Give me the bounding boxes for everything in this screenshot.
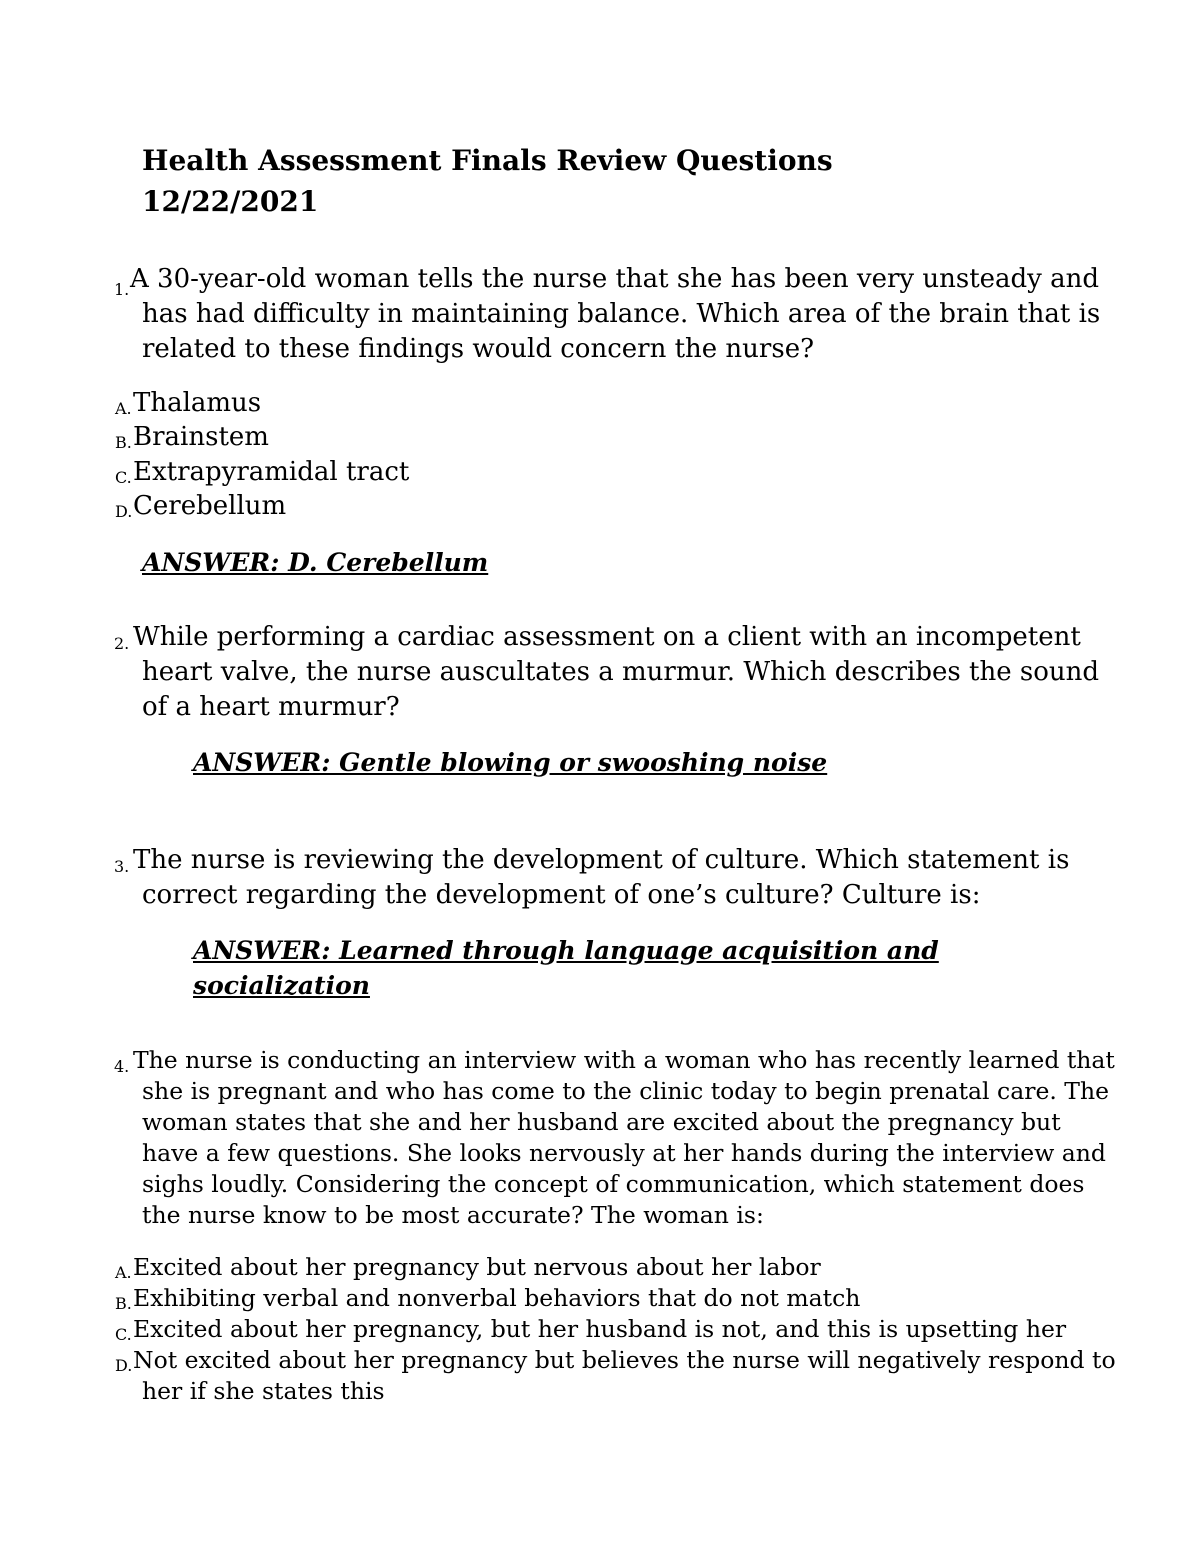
option-text-continuation: her if she states this [142,1377,385,1405]
option-letter: C. [115,1325,132,1344]
question-text-line: related to these findings would concern the nurse? [142,334,815,364]
document-date: 12/22/2021 [142,185,319,218]
question-text-line: While performing a cardiac assessment on a client with an incompetent [133,622,1081,652]
question-text-line: correct regarding the development of one’s culture? Culture is: [142,880,981,910]
answer-text: ANSWER: D. Cerebellum [142,548,489,577]
option-letter: B. [115,1294,132,1313]
question-number: 4. [114,1057,130,1076]
option-letter: B. [115,433,132,452]
option-text: Excited about her pregnancy, but her husband is not, and this is upsetting her [133,1315,1067,1343]
document-title: Health Assessment Finals Review Questions [142,144,833,177]
question-text-line: she is pregnant and who has come to the clinic today to begin prenatal care. The [142,1077,1110,1105]
question-number: 2. [114,634,130,653]
option-text: Cerebellum [133,491,287,521]
question-text-line: the nurse know to be most accurate? The woman is: [142,1201,764,1229]
question-text-line: has had difficulty in maintaining balance. Which area of the brain that is [142,299,1101,329]
answer-text: ANSWER: Learned through language acquisition and [193,936,939,965]
option-text: Excited about her pregnancy but nervous about her labor [133,1253,821,1281]
answer-text: ANSWER: Gentle blowing or swooshing noise [193,748,828,777]
question-text-line: The nurse is reviewing the development of culture. Which statement is [133,845,1070,875]
option-text: Exhibiting verbal and nonverbal behaviors that do not match [133,1284,861,1312]
option-letter: D. [115,1356,133,1375]
question-text-line: have a few questions. She looks nervously at her hands during the interview and [142,1139,1106,1167]
question-text-line: sighs loudly. Considering the concept of communication, which statement does [142,1170,1085,1198]
question-number: 1. [114,280,130,299]
option-letter: D. [115,502,133,521]
question-text-line: heart valve, the nurse auscultates a murmur. Which describes the sound [142,657,1099,687]
question-text-line: of a heart murmur? [142,692,400,722]
question-text-line: woman states that she and her husband are excited about the pregnancy but [142,1108,1061,1136]
option-text: Brainstem [133,422,269,452]
option-letter: A. [115,1263,132,1282]
option-text: Not excited about her pregnancy but believes the nurse will negatively respond to [133,1346,1116,1374]
question-text-line: A 30-year-old woman tells the nurse that she has been very unsteady and [130,264,1100,294]
question-text-line: The nurse is conducting an interview with a woman who has recently learned that [133,1046,1115,1074]
question-number: 3. [114,857,130,876]
option-letter: A. [115,399,132,418]
answer-text: socialization [193,971,370,1000]
option-text: Extrapyramidal tract [133,457,410,487]
option-text: Thalamus [133,388,262,418]
option-letter: C. [115,468,132,487]
